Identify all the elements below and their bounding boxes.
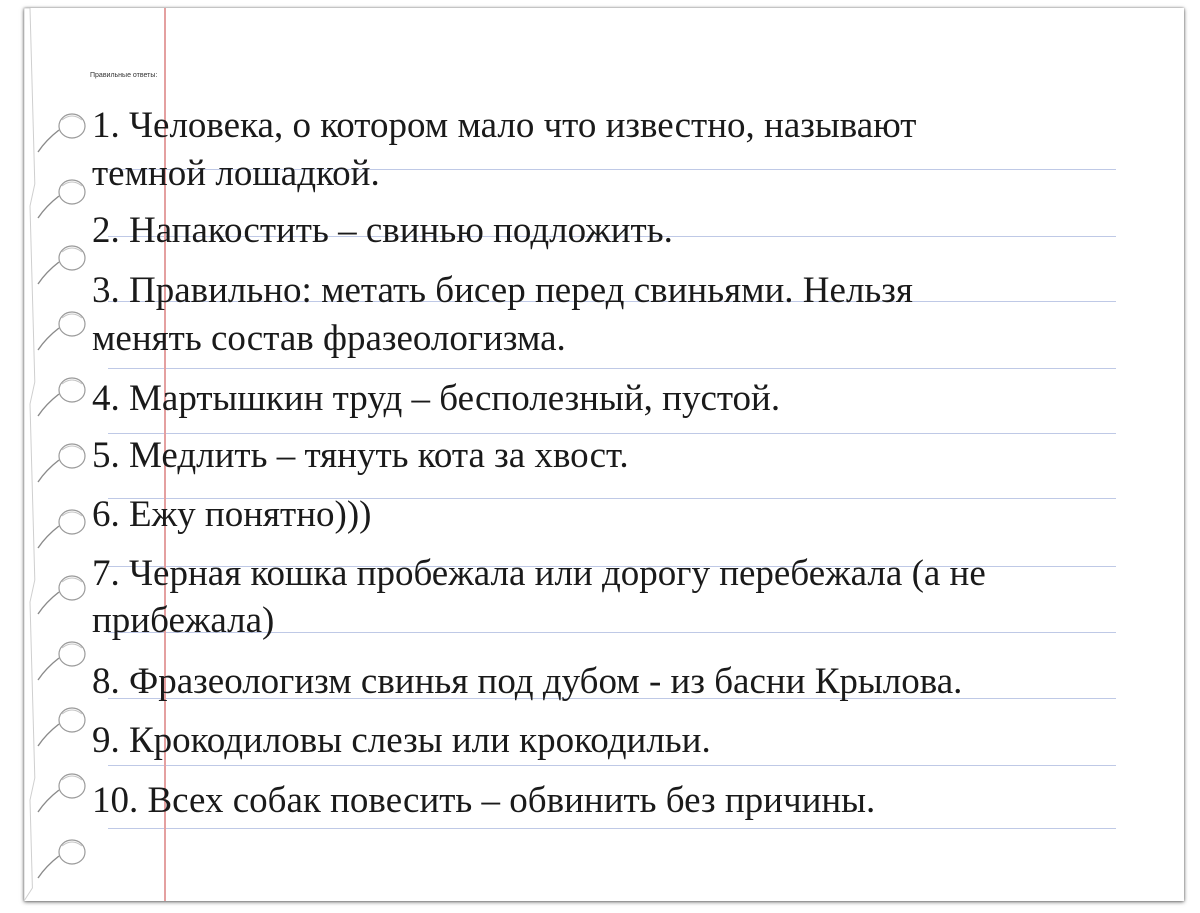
answer-line-4: 3. Правильно: метать бисер перед свиньями. Нельзя bbox=[92, 270, 913, 311]
perforation-hole bbox=[38, 510, 85, 548]
perforation-hole bbox=[38, 378, 85, 416]
answer-line-10: прибежала) bbox=[92, 600, 275, 641]
perforation-hole bbox=[38, 774, 85, 812]
answer-line-3: 2. Напакостить – свинью подложить. bbox=[92, 210, 673, 251]
answer-line-13: 10. Всех собак повесить – обвинить без причины. bbox=[92, 780, 876, 821]
perforation-hole bbox=[38, 180, 85, 218]
perforation-hole bbox=[38, 840, 85, 878]
answer-line-9: 7. Черная кошка пробежала или дорогу перебежала (а не bbox=[92, 553, 986, 594]
perforation-hole bbox=[38, 576, 85, 614]
answers-header: Правильные ответы: bbox=[90, 72, 158, 79]
ruled-line bbox=[108, 433, 1116, 434]
answer-line-11: 8. Фразеологизм свинья под дубом - из басни Крылова. bbox=[92, 661, 963, 702]
answer-line-5: менять состав фразеологизма. bbox=[92, 318, 566, 359]
perforation-hole bbox=[38, 444, 85, 482]
answer-line-6: 4. Мартышкин труд – бесполезный, пустой. bbox=[92, 378, 781, 419]
answer-line-8: 6. Ежу понятно))) bbox=[92, 494, 372, 535]
notebook-sheet bbox=[24, 8, 1184, 901]
ruled-line bbox=[108, 765, 1116, 766]
perforation-hole bbox=[38, 114, 85, 152]
perforation-hole bbox=[38, 708, 85, 746]
ruled-line bbox=[108, 368, 1116, 369]
answer-line-7: 5. Медлить – тянуть кота за хвост. bbox=[92, 435, 629, 476]
answer-line-1: 1. Человека, о котором мало что известно, называют bbox=[92, 105, 917, 146]
ruled-line bbox=[108, 828, 1116, 829]
answer-line-12: 9. Крокодиловы слезы или крокодильи. bbox=[92, 720, 711, 761]
perforation-hole bbox=[38, 642, 85, 680]
perforation-hole bbox=[38, 312, 85, 350]
answer-line-2: темной лошадкой. bbox=[92, 153, 380, 194]
perforation-hole bbox=[38, 246, 85, 284]
